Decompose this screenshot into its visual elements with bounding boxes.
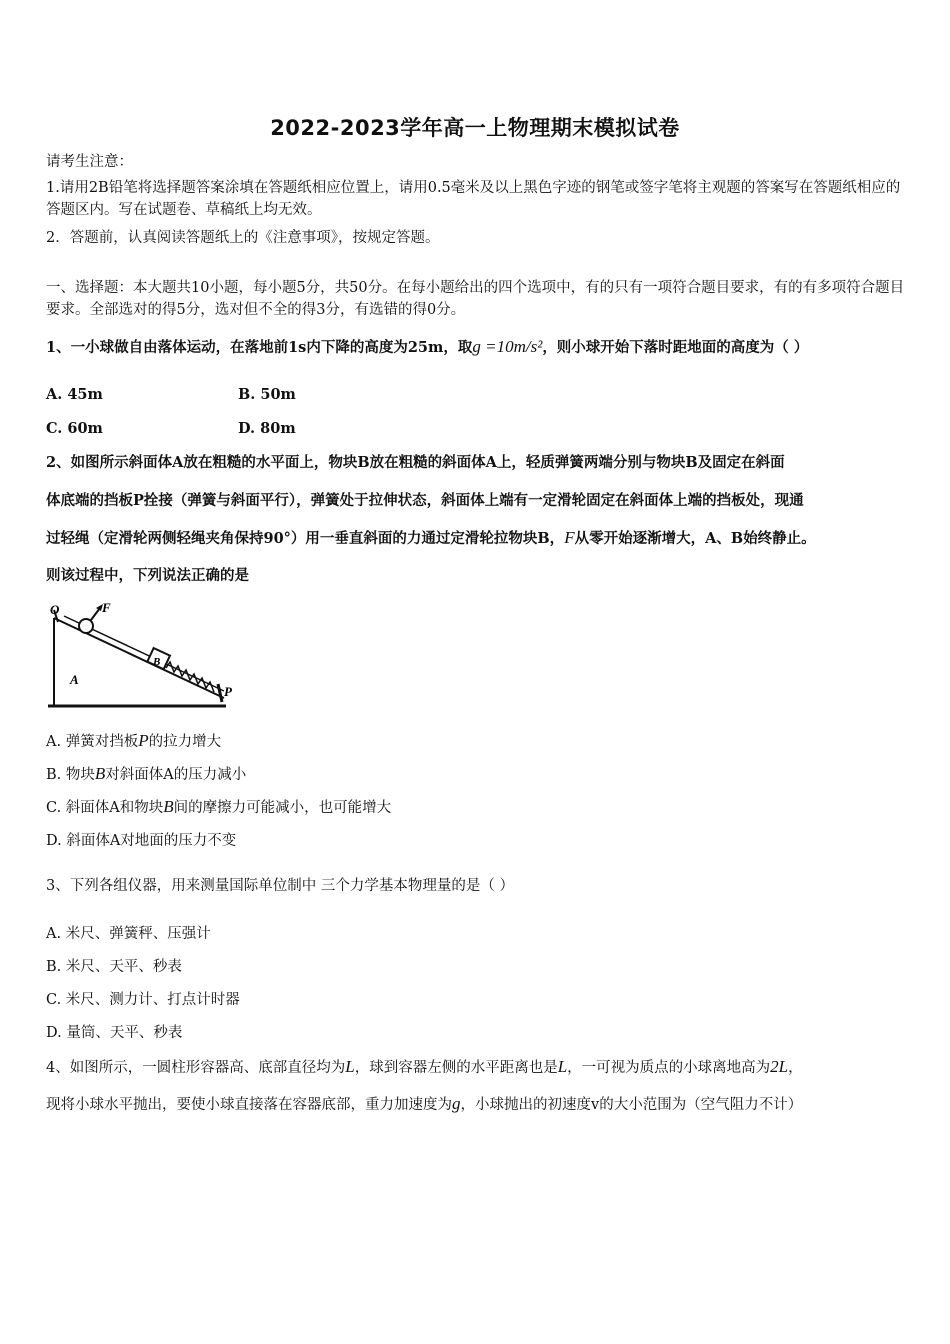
figure-label-b: B (153, 656, 161, 668)
q3-option-a[interactable]: A. 米尺、弹簧秤、压强计 (46, 926, 211, 942)
q1-option-c[interactable]: C. 60m (46, 420, 103, 437)
page-title: 2022-2023学年高一上物理期末模拟试卷 (270, 116, 680, 140)
q2-stem-line-2: 体底端的挡板P拴接（弹簧与斜面平行），弹簧处于拉伸状态，斜面体上端有一定滑轮固定在斜面体上端的挡板处，现通 (46, 492, 804, 509)
q3-option-d[interactable]: D. 量筒、天平、秒表 (46, 1025, 183, 1041)
q3-option-b[interactable]: B. 米尺、天平、秒表 (46, 959, 182, 975)
q1-stem-a: 1、一小球做自由落体运动，在落地前1s内下降的高度为25m，取 (46, 339, 473, 356)
q2-stem-line-1: 2、如图所示斜面体A放在粗糙的水平面上，物块B放在粗糙的斜面体A上，轻质弹簧两端分别与物块B及固定在斜面 (46, 454, 785, 471)
q2-incline-figure (46, 598, 246, 713)
figure-label-f: F (102, 600, 111, 615)
q2-stem-line-3 (46, 528, 910, 549)
question-1-stem (46, 337, 910, 358)
q2-force-symbol: F (564, 528, 575, 547)
q2-stem-3a: 过轻绳（定滑轮两侧轻绳夹角保持90°）用一垂直斜面的力通过定滑轮拉物块B， (46, 530, 565, 547)
q1-option-b[interactable]: B. 50m (238, 386, 296, 403)
q1-stem-b: ，则小球开始下落时距地面的高度为（ ） (542, 339, 809, 356)
q2-option-a[interactable]: A. 弹簧对挡板P的拉力增大 (46, 731, 222, 750)
figure-label-a: A (70, 672, 79, 687)
q1-option-d[interactable]: D. 80m (238, 420, 296, 437)
q2-option-d[interactable]: D. 斜面体A对地面的压力不变 (46, 833, 237, 849)
q2-stem-line-4: 则该过程中，下列说法正确的是 (46, 567, 249, 584)
q3-stem: 3、下列各组仪器，用来测量国际单位制中 三个力学基本物理量的是（ ） (46, 878, 514, 894)
q2-stem-3b: 从零开始逐渐增大，A、B始终静止。 (574, 530, 816, 547)
q2-option-b[interactable]: B. 物块B对斜面体A的压力减小 (46, 764, 247, 783)
q2-option-c[interactable]: C. 斜面体A和物块B间的摩擦力可能减小，也可能增大 (46, 797, 392, 816)
q4-stem-line-2: 现将小球水平抛出，要使小球直接落在容器底部，重力加速度为g，小球抛出的初速度v的大小范围为（空气阻力不计） (46, 1094, 803, 1113)
notice-item-1: 1.请用2B铅笔将选择题答案涂填在答题纸相应位置上，请用0.5毫米及以上黑色字迹的钢笔或签字笔将主观题的答案写在答题纸相应的答题区内。写在试题卷、草稿纸上均无效。 (46, 180, 901, 218)
figure-label-o: O (50, 602, 60, 617)
q1-option-a[interactable]: A. 45m (46, 386, 103, 403)
q4-stem-line-1: 4、如图所示，一圆柱形容器高、底部直径均为L，球到容器左侧的水平距离也是L，一可视为质点的小球离地高为2L， (46, 1057, 803, 1076)
section-intro: 一、选择题：本大题共10小题，每小题5分，共50分。在每小题给出的四个选项中，有的只有一项符合题目要求，有的有多项符合题目要求。全部选对的得5分，选对但不全的得3分，有选错的得0分。 (46, 280, 905, 318)
q3-option-c[interactable]: C. 米尺、测力计、打点计时器 (46, 992, 240, 1008)
notice-heading: 请考生注意： (46, 154, 133, 170)
notice-item-2: 2．答题前，认真阅读答题纸上的《注意事项》，按规定答题。 (46, 230, 440, 246)
figure-label-p: P (224, 684, 232, 699)
pulley-icon (79, 619, 93, 633)
q1-gravity-formula: g =10m/s² (472, 337, 543, 356)
